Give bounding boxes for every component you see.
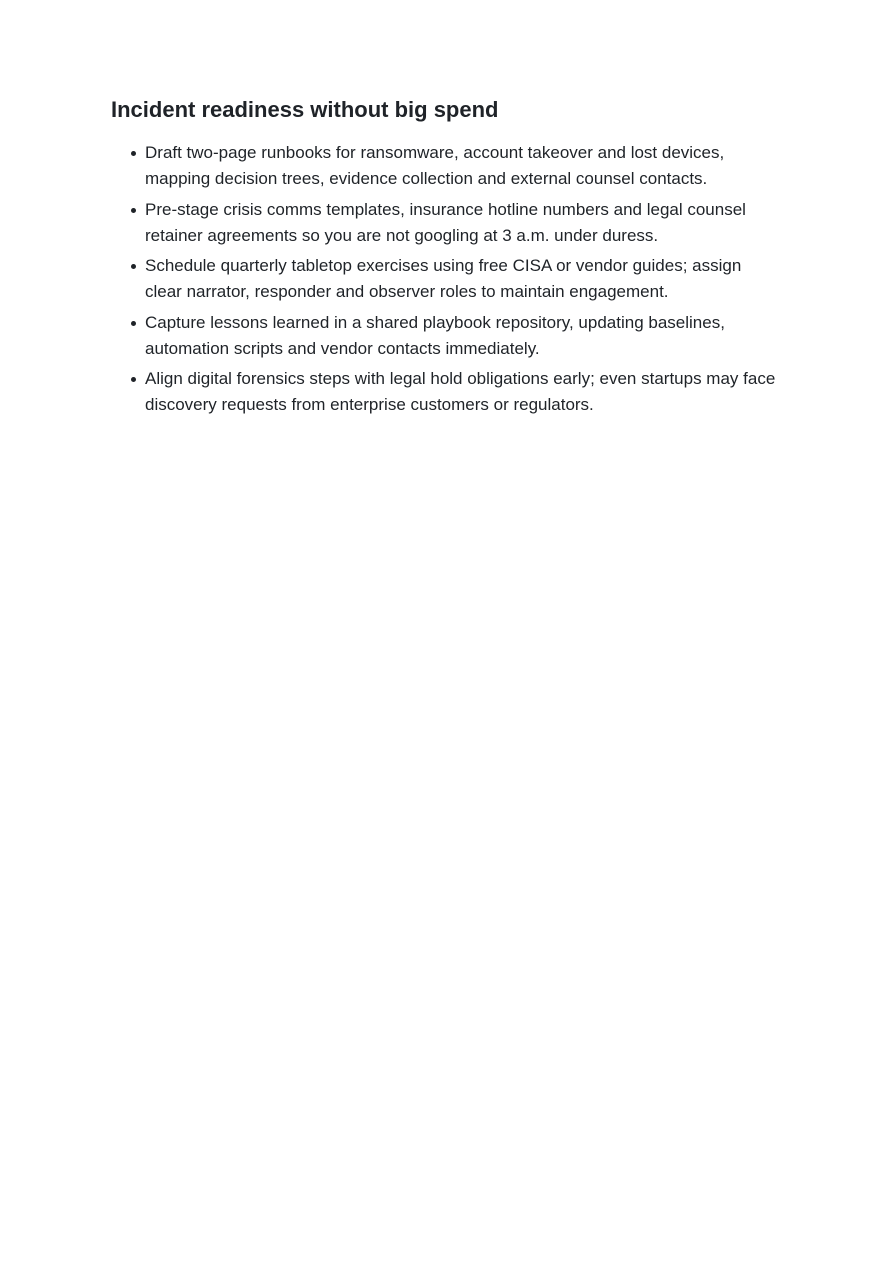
list-item [111, 253, 776, 305]
bullet-list [111, 140, 776, 418]
bullet-icon [131, 208, 136, 213]
list-item-text: Pre-stage crisis comms templates, insurance hotline numbers and legal counsel retainer agreements so you are not googling at 3 a.m. under duress. [145, 199, 746, 245]
list-item-text: Schedule quarterly tabletop exercises using free CISA or vendor guides; assign clear narrator, responder and observer roles to maintain engagement. [145, 256, 742, 301]
list-item-text: Capture lessons learned in a shared playbook repository, updating baselines, automation scripts and vendor contacts immediately. [145, 312, 725, 358]
bullet-icon [131, 377, 136, 382]
section-title: Incident readiness without big spend [111, 97, 499, 122]
list-item [111, 310, 776, 362]
bullet-icon [131, 151, 136, 156]
list-item [111, 140, 776, 192]
bullet-icon [131, 264, 136, 269]
list-item-text: Draft two-page runbooks for ransomware, account takeover and lost devices, mapping decision trees, evidence collection and external counsel contacts. [145, 143, 725, 188]
list-item [111, 366, 776, 418]
list-item-text: Align digital forensics steps with legal hold obligations early; even startups may face discovery requests from enterprise customers or regulators. [145, 369, 776, 414]
bullet-icon [131, 321, 136, 326]
list-item [111, 197, 776, 249]
section [111, 96, 776, 423]
